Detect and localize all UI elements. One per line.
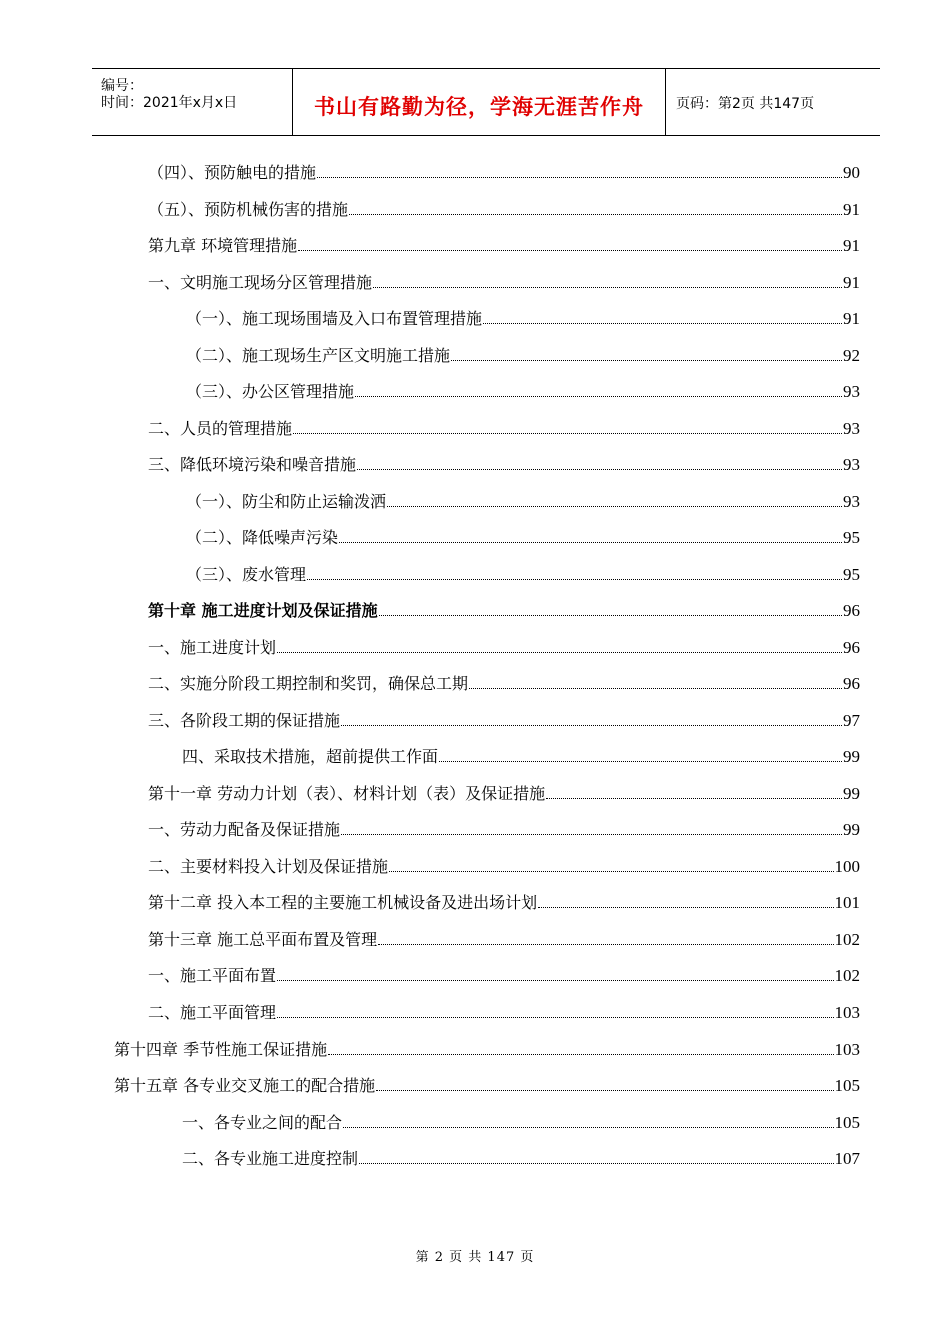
toc-leader-dots: [339, 542, 842, 543]
toc-entry-page: 95: [843, 565, 860, 584]
toc-entry-page: 105: [834, 1076, 860, 1095]
toc-entry-title: 第九章 环境管理措施: [148, 236, 298, 255]
toc-entry-title: 一、劳动力配备及保证措施: [148, 820, 341, 839]
toc-entry-page: 100: [834, 857, 860, 876]
toc-entry-title: 第十章 施工进度计划及保证措施: [148, 601, 378, 620]
toc-entry-title: 三、降低环境污染和噪音措施: [148, 455, 357, 474]
document-time-label: 时间：2021年x月x日: [101, 95, 238, 111]
toc-entry-title: 一、文明施工现场分区管理措施: [148, 273, 373, 292]
toc-entry-title: （二）、降低噪声污染: [186, 528, 339, 547]
toc-entry-page: 103: [834, 1003, 860, 1022]
toc-entry[interactable]: [148, 1000, 860, 1024]
toc-entry-title: 二、实施分阶段工期控制和奖罚，确保总工期: [148, 674, 469, 693]
toc-entry[interactable]: [186, 489, 860, 513]
toc-entry[interactable]: [148, 817, 860, 841]
toc-entry-page: 105: [834, 1113, 860, 1132]
toc-entry-page: 91: [843, 309, 860, 328]
toc-entry-page: 92: [843, 346, 860, 365]
toc-entry[interactable]: [148, 270, 860, 294]
toc-entry[interactable]: [148, 452, 860, 476]
toc-entry-page: 93: [843, 382, 860, 401]
toc-entry[interactable]: [148, 671, 860, 695]
toc-entry[interactable]: [148, 598, 860, 622]
toc-entry-page: 99: [843, 784, 860, 803]
toc-entry[interactable]: [186, 306, 860, 330]
toc-leader-dots: [349, 214, 842, 215]
toc-leader-dots: [343, 1127, 833, 1128]
toc-leader-dots: [277, 1017, 833, 1018]
toc-leader-dots: [359, 1163, 833, 1164]
toc-entry[interactable]: [186, 562, 860, 586]
toc-entry[interactable]: [186, 343, 860, 367]
toc-entry[interactable]: [182, 1146, 860, 1170]
toc-entry-title: 第十一章 劳动力计划（表）、材料计划（表）及保证措施: [148, 784, 546, 803]
toc-entry[interactable]: [114, 1037, 860, 1061]
toc-entry-page: 91: [843, 200, 860, 219]
toc-entry-title: （二）、施工现场生产区文明施工措施: [186, 346, 451, 365]
toc-entry-page: 96: [843, 638, 860, 657]
toc-entry-page: 91: [843, 236, 860, 255]
toc-entry-title: （五）、预防机械伤害的措施: [148, 200, 349, 219]
toc-entry[interactable]: [148, 160, 860, 184]
toc-leader-dots: [451, 360, 842, 361]
toc-entry-page: 102: [834, 930, 860, 949]
toc-leader-dots: [379, 615, 842, 616]
toc-entry-page: 90: [843, 163, 860, 182]
toc-entry-page: 99: [843, 747, 860, 766]
header-page-code: 页码：第2页 共147页: [676, 96, 815, 112]
toc-entry-page: 93: [843, 492, 860, 511]
toc-entry[interactable]: [148, 416, 860, 440]
toc-entry[interactable]: [186, 379, 860, 403]
toc-entry[interactable]: [148, 781, 860, 805]
header-motto-cell: [293, 69, 666, 135]
toc-leader-dots: [389, 871, 833, 872]
toc-leader-dots: [307, 579, 842, 580]
toc-entry-title: （一）、防尘和防止运输泼洒: [186, 492, 387, 511]
toc-entry[interactable]: [148, 854, 860, 878]
toc-entry-page: 96: [843, 601, 860, 620]
toc-leader-dots: [298, 250, 842, 251]
toc-leader-dots: [357, 469, 842, 470]
toc-entry-page: 107: [834, 1149, 860, 1168]
toc-entry-title: 二、各专业施工进度控制: [182, 1149, 359, 1168]
toc-entry-page: 101: [834, 893, 860, 912]
header-page-cell: [666, 69, 880, 135]
toc-entry-title: （一）、施工现场围墙及入口布置管理措施: [186, 309, 483, 328]
motto-text: 书山有路勤为径，学海无涯苦作舟: [314, 95, 644, 119]
toc-leader-dots: [317, 177, 842, 178]
toc-entry-page: 95: [843, 528, 860, 547]
toc-entry[interactable]: [182, 1110, 860, 1134]
toc-entry-title: 二、主要材料投入计划及保证措施: [148, 857, 389, 876]
toc-entry-title: 第十四章 季节性施工保证措施: [114, 1040, 328, 1059]
toc-entry-title: （四）、预防触电的措施: [148, 163, 317, 182]
toc-entry[interactable]: [186, 525, 860, 549]
toc-entry-page: 91: [843, 273, 860, 292]
toc-entry-title: 第十三章 施工总平面布置及管理: [148, 930, 378, 949]
header-info-cell: [92, 69, 293, 135]
toc-entry-title: 第十五章 各专业交叉施工的配合措施: [114, 1076, 376, 1095]
toc-leader-dots: [538, 907, 833, 908]
toc-entry[interactable]: [182, 744, 860, 768]
toc-entry-page: 97: [843, 711, 860, 730]
toc-entry[interactable]: [148, 963, 860, 987]
page-footer: 第 2 页 共 147 页: [415, 1250, 535, 1265]
toc-entry[interactable]: [148, 233, 860, 257]
toc-leader-dots: [378, 944, 833, 945]
toc-entry-page: 96: [843, 674, 860, 693]
toc-leader-dots: [328, 1054, 833, 1055]
toc-leader-dots: [373, 287, 842, 288]
toc-entry[interactable]: [148, 635, 860, 659]
toc-leader-dots: [277, 652, 842, 653]
toc-entry[interactable]: [148, 197, 860, 221]
toc-entry-page: 93: [843, 455, 860, 474]
toc-leader-dots: [341, 834, 842, 835]
page-header: [92, 68, 880, 136]
toc-entry-title: 三、各阶段工期的保证措施: [148, 711, 341, 730]
toc-entry-page: 102: [834, 966, 860, 985]
toc-entry[interactable]: [114, 1073, 860, 1097]
toc-entry[interactable]: [148, 890, 860, 914]
toc-leader-dots: [469, 688, 842, 689]
toc-entry-page: 99: [843, 820, 860, 839]
toc-entry[interactable]: [148, 708, 860, 732]
toc-entry-title: 四、采取技术措施，超前提供工作面: [182, 747, 439, 766]
toc-leader-dots: [483, 323, 842, 324]
toc-entry-title: 二、施工平面管理: [148, 1003, 277, 1022]
toc-entry-title: 一、施工平面布置: [148, 966, 277, 985]
toc-leader-dots: [341, 725, 842, 726]
toc-entry-title: （三）、废水管理: [186, 565, 307, 584]
toc-entry-title: 一、各专业之间的配合: [182, 1113, 343, 1132]
toc-leader-dots: [355, 396, 842, 397]
toc-entry-title: 第十二章 投入本工程的主要施工机械设备及进出场计划: [148, 893, 538, 912]
toc-leader-dots: [439, 761, 842, 762]
toc-leader-dots: [376, 1090, 833, 1091]
toc-entry-title: （三）、办公区管理措施: [186, 382, 355, 401]
toc-leader-dots: [387, 506, 842, 507]
toc-entry-page: 103: [834, 1040, 860, 1059]
toc-entry-title: 一、施工进度计划: [148, 638, 277, 657]
document-number-label: 编号：: [101, 78, 143, 94]
toc-leader-dots: [546, 798, 842, 799]
toc-entry-page: 93: [843, 419, 860, 438]
toc-leader-dots: [293, 433, 842, 434]
toc-leader-dots: [277, 980, 833, 981]
toc-entry-title: 二、人员的管理措施: [148, 419, 293, 438]
toc-entry[interactable]: [148, 927, 860, 951]
